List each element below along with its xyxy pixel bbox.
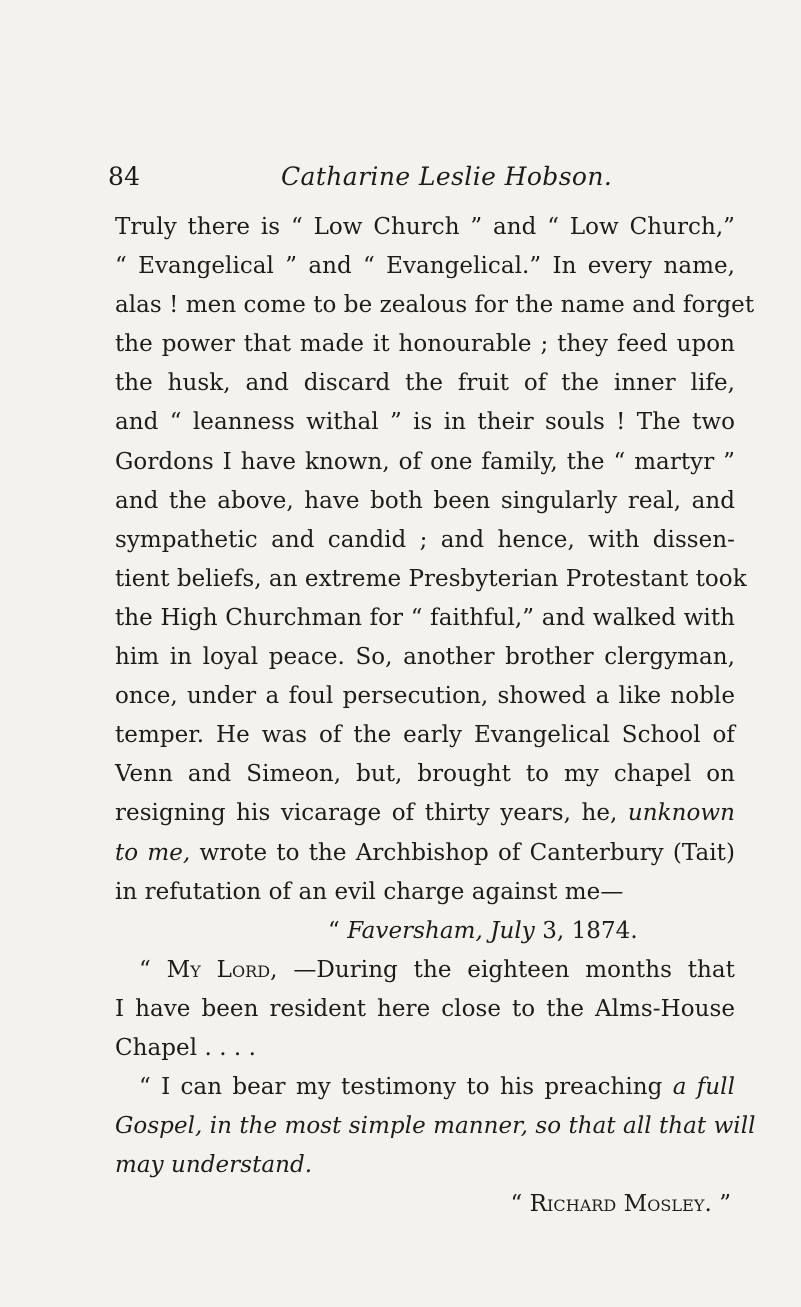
text-line: the High Churchman for “ faithful,” and walked with	[115, 604, 735, 631]
text-line: and the above, have both been singularly real, and	[115, 487, 735, 514]
letter-salutation	[115, 951, 735, 990]
text-line: temper. He was of the early Evangelical School of	[115, 722, 735, 749]
text-line: the husk, and discard the fruit of the inner life,	[115, 370, 735, 397]
letter-signature	[115, 1185, 735, 1224]
salutation-text: —During the eighteen months that	[293, 956, 735, 983]
text-line: once, under a foul persecution, showed a like noble	[115, 683, 735, 710]
text-fragment: resigning his vicarage of thirty years, he,	[115, 800, 618, 827]
text-line: and “ leanness withal ” is in their souls ! The two	[115, 409, 735, 436]
dateline-place: Faversham,	[347, 917, 483, 944]
quote-mark: “	[328, 917, 340, 944]
text-line: “ Evangelical ” and “ Evangelical.” In every name,	[115, 253, 735, 280]
testimony-text: “ I can bear my testimony to his preaching	[139, 1074, 663, 1101]
text-line: Venn and Simeon, but, brought to my chapel on	[115, 761, 735, 788]
quote-mark: “	[139, 956, 151, 983]
page-number: 84	[108, 162, 141, 191]
italic-fragment: unknown	[627, 800, 735, 827]
letter-dateline	[115, 912, 735, 951]
text-line: him in loyal peace. So, another brother clergyman,	[115, 644, 735, 671]
testimony-line	[115, 1068, 735, 1107]
text-line: sympathetic and candid ; and hence, with dissen-	[115, 526, 735, 553]
text-line: Truly there is “ Low Church ” and “ Low Church,”	[115, 214, 735, 240]
text-line-with-italics	[115, 834, 735, 873]
dateline-rest: 3, 1874.	[542, 917, 638, 944]
signature-name: Richard Mosley.	[529, 1191, 712, 1218]
testimony-line-italic: Gospel, in the most simple manner, so that all that will	[115, 1113, 756, 1140]
text-line-with-italics	[115, 794, 735, 833]
text-line: in refutation of an evil charge against me—	[115, 878, 624, 905]
text-line: tient beliefs, an extreme Presbyterian Protestant took	[115, 565, 747, 592]
italic-fragment: to me,	[115, 839, 191, 866]
page-header	[108, 162, 728, 194]
text-line: Gordons I have known, of one family, the “ martyr ”	[115, 448, 735, 475]
dateline-month: July	[490, 917, 535, 944]
quote-mark: ”	[719, 1191, 731, 1218]
text-fragment: wrote to the Archbishop of Canterbury (Tait)	[199, 839, 735, 866]
testimony-line-italic: may understand.	[115, 1152, 313, 1179]
text-line: I have been resident here close to the Alms-House	[115, 995, 735, 1022]
main-text	[115, 208, 756, 1224]
running-head: Catharine Leslie Hobson.	[281, 162, 613, 191]
quote-mark: “	[510, 1191, 523, 1218]
text-line: alas ! men come to be zealous for the name and forget	[115, 292, 755, 319]
italic-fragment: a full	[672, 1074, 735, 1101]
text-line: the power that made it honourable ; they feed upon	[115, 331, 735, 358]
text-line: Chapel . . . .	[115, 1034, 257, 1061]
salutation-name: My Lord,	[166, 956, 278, 983]
